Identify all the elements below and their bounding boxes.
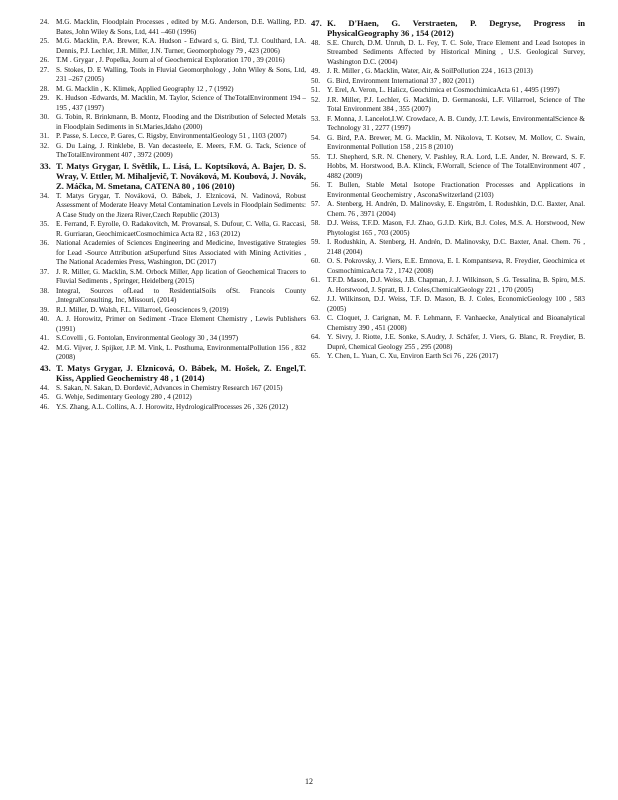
reference-number: 57. [311, 200, 320, 209]
reference-item [40, 94, 306, 113]
reference-number: 26. [40, 56, 49, 64]
reference-number: 24. [40, 18, 49, 26]
reference-text: M.G. Macklin, P.A. Brewer, K.A. Hudson - Edward s, G. Bird, T.J. Coulthard, I.A. Dennis, P.J. Lechler, J.R. Miller, J.N. Turner, Geomorphology 79 , 423 (2006) [56, 37, 306, 55]
reference-number: 61. [311, 276, 320, 285]
reference-number: 35. [40, 220, 49, 229]
reference-item [311, 67, 585, 77]
reference-number: 65. [311, 352, 320, 361]
reference-text: T. Matys Grygar, T. Nováková, O. Bábek, J. Elznicová, N. Vadinová, Robust Assessment of Moderate Heavy Metal Contamination Levels in Floodplain Sediments: A Case Study on the Jizera River,Czech Republic (2013) [56, 191, 306, 219]
reference-item [311, 77, 585, 87]
references-right-column [311, 18, 585, 362]
reference-text: I. Rodushkin, A. Stenberg, H. Andrén, D. Malinovsky, D.C. Baxter, Anal. Chem. 76 , 2148 (2004) [327, 238, 585, 256]
reference-text: A. Stenberg, H. Andrén, D. Malinovsky, E. Engström, I. Rodushkin, D.C. Baxter, Anal. Chem. 76 , 3971 (2004) [327, 200, 585, 218]
reference-number: 33. [40, 160, 51, 171]
reference-text: T. Bullen, Stable Metal Isotope Fractionation Processes and Applications in Environmental Geochemistry , AsconaSwitzerland (2103) [327, 181, 585, 199]
reference-text: T.J. Shepherd, S.R. N. Chenery, V. Pashley, R.A. Lord, L.E. Ander, N. Breward, S. F. Hobbs, M. Horstwood, B.A. Klinck, F.Worrall, Science of The TotalEnvironment 407 , 4882 (2009) [327, 152, 585, 180]
reference-text: G. Wehje, Sedimentary Geology 280 , 4 (2012) [56, 393, 192, 402]
reference-number: 50. [311, 76, 320, 85]
reference-text: Y.S. Zhang, A.L. Collins, A. J. Horowitz, HydrologicalProcesses 26 , 326 (2012) [56, 402, 289, 411]
reference-number: 36. [40, 239, 49, 248]
references-left-column [40, 18, 306, 412]
reference-text: K. Hudson -Edwards, M. Macklin, M. Taylor, Science of TheTotalEnvironment 194 –195 , 437 (1997) [56, 94, 306, 112]
reference-text: S.E. Church, D.M. Unruh, D. L. Fey, T. C. Sole, Trace Element and Lead Isotopes in Streambed Sediments Affected by Historical Mining , U.S. Geological Survey, Washington D.C. (2004) [327, 38, 585, 66]
reference-item [40, 66, 306, 85]
reference-number: 41. [40, 334, 49, 343]
reference-text: K. D'Haen, G. Verstraeten, P. Degryse, Progress in PhysicalGeography 36 , 154 (2012) [327, 18, 585, 39]
reference-item [40, 220, 306, 239]
reference-item [311, 295, 585, 314]
reference-number: 30. [40, 113, 49, 121]
reference-text: T. Matys Grygar, J. Elznicová, O. Bábek, M. Hošek, Z. Engel,T. Kiss, Applied Geochemistry 48 , 1 (2014) [56, 362, 306, 384]
reference-number: 60. [311, 257, 320, 266]
reference-item [40, 384, 306, 394]
reference-number: 55. [311, 152, 320, 161]
reference-number: 39. [40, 305, 49, 314]
reference-number: 45. [40, 393, 49, 402]
reference-number: 64. [311, 333, 320, 342]
reference-item [40, 56, 306, 66]
reference-item [40, 287, 306, 306]
reference-text: D.J. Weiss, T.F.D. Mason, F.J. Zhao, G.J.D. Kirk, B.J. Coles, M.S. A. Horstwood, New Phytologist 165 , 703 (2005) [327, 219, 585, 237]
reference-number: 47. [311, 18, 322, 28]
reference-item [40, 37, 306, 56]
reference-text: Y. Chen, L. Yuan, C. Xu, Environ Earth Sci 76 , 226 (2017) [327, 352, 499, 361]
reference-text: National Academies of Sciences Engineering and Medicine, Investigative Strategies for Lead -Source Attribution atSuperfund Sites Associated with Mining Activities , The National Academies Press, Washington, DC (2017) [56, 239, 306, 267]
reference-number: 34. [40, 191, 49, 200]
reference-item [311, 352, 585, 362]
reference-number: 48. [311, 38, 320, 47]
reference-text: Integral, Sources ofLead to ResidentialSoils ofSt. Francois County ,IntegralConsulting, Inc, Missouri, (2014) [56, 286, 306, 305]
reference-number: 28. [40, 84, 49, 93]
reference-item [311, 86, 585, 96]
reference-item [40, 113, 306, 132]
reference-item [40, 142, 306, 161]
reference-item [311, 238, 585, 257]
reference-item [40, 344, 306, 363]
reference-item [40, 85, 306, 95]
reference-text: S. Sakan, N. Sakan, D. Đorđević, Advances in Chemistry Research 167 (2015) [56, 383, 283, 392]
reference-text: T. Matys Grygar, I. Světlík, L. Lisá, L. Koptsíková, A. Bajer, D. S. Wray, V. Ettler, M. Mihaljevič, T. Nováková, M. Koubová, J. Novák, Z. Máčka, M. Smetana, CATENA 80 , 106 (2010) [56, 160, 306, 192]
reference-item [311, 18, 585, 39]
reference-item [311, 219, 585, 238]
reference-text: R.J. Miller, D. Walsh, F.L. Villarroel, Geosciences 9, (2019) [56, 305, 229, 314]
reference-text: M. G. Macklin , K. Klimek, Applied Geography 12 , 7 (1992) [56, 84, 234, 93]
reference-text: C. Cloquet, J. Carignan, M. F. Lehmann, F. Vanhaecke, Analytical and Bioanalytical Chemistry 390 , 451 (2008) [327, 314, 585, 332]
reference-item [311, 333, 585, 352]
reference-number: 31. [40, 132, 49, 140]
reference-item [40, 132, 306, 142]
reference-number: 46. [40, 402, 49, 411]
reference-number: 43. [40, 362, 51, 373]
reference-item [311, 96, 585, 115]
reference-text: S.Covelli , G. Fontolan, Environmental Geology 30 , 34 (1997) [56, 334, 239, 343]
reference-number: 49. [311, 67, 320, 76]
reference-number: 56. [311, 181, 320, 190]
reference-item [311, 134, 585, 153]
reference-number: 59. [311, 238, 320, 247]
reference-item [311, 200, 585, 219]
reference-number: 54. [311, 133, 320, 142]
reference-item [311, 314, 585, 333]
reference-item [40, 363, 306, 384]
reference-text: M.G. Macklin, Floodplain Processes , edited by M.G. Anderson, D.E. Walling, P.D. Bates, John Wiley & Sons, Ltd, 441 –460 (1996) [56, 18, 306, 36]
reference-number: 32. [40, 141, 49, 150]
reference-item [311, 39, 585, 68]
reference-item [311, 276, 585, 295]
reference-item [40, 315, 306, 334]
reference-text: J. R. Miller, G. Macklin, S.M. Orbock Miller, App lication of Geochemical Tracers to Fluvial Sediments , Springer, Heidelberg (2015) [56, 267, 306, 286]
reference-text: J. R. Miller , G. Macklin, Water, Air, & SoilPollution 224 , 1613 (2013) [327, 67, 533, 76]
reference-number: 37. [40, 267, 49, 276]
reference-item [40, 18, 306, 37]
reference-item [40, 403, 306, 413]
reference-text: A. J. Horowitz, Primer on Sediment -Trace Element Chemistry , Lewis Publishers (1991) [56, 315, 306, 333]
reference-item [40, 306, 306, 316]
reference-number: 25. [40, 37, 49, 45]
reference-item [40, 239, 306, 268]
reference-number: 29. [40, 94, 49, 102]
reference-item [311, 115, 585, 134]
reference-text: T.M . Grygar , J. Popelka, Journ al of Geochemical Exploration 170 , 39 (2016) [56, 56, 285, 64]
reference-item [40, 192, 306, 221]
reference-text: S. Stokes, D. E Walling, Tools in Fluvial Geomorphology , John Wiley & Sons, Ltd, 231 –267 (2005) [56, 65, 306, 83]
reference-number: 53. [311, 114, 320, 123]
reference-item [40, 334, 306, 344]
reference-text: F. Monna, J. Lancelot,I.W. Crowdace, A. B. Cundy, J.T. Lewis, EnvironmentalScience & Technology 31 , 2277 (1997) [327, 114, 585, 133]
reference-number: 51. [311, 86, 320, 95]
reference-text: Y. Erel, A. Veron, L. Halicz, Geochimica et CosmochimicaActa 61 , 4495 (1997) [327, 86, 560, 95]
reference-text: G. Tobin, R. Brinkmann, B. Montz, Flooding and the Distribution of Selected Metals in Floodplain Sediments in St.Maries,Idaho (2000) [56, 113, 306, 131]
reference-number: 52. [311, 95, 320, 104]
reference-item [311, 153, 585, 182]
reference-text: E. Ferrand, F. Eyrolle, O. Radakovitch, M. Provansal, S. Dufour, C. Vella, G. Raccasi, R. Gurriaran, GeochimicaetCosmochimica Acta 82 , 163 (2012) [56, 220, 306, 238]
reference-text: M.G. Vijver, J. Spijker, J.P. M. Vink, L. Posthuma, EnvironmentalPollution 156 , 832 (2008) [56, 343, 306, 362]
reference-number: 62. [311, 295, 320, 304]
reference-item [311, 257, 585, 276]
reference-number: 42. [40, 343, 49, 352]
page-number: 12 [305, 777, 313, 786]
reference-text: J.J. Wilkinson, D.J. Weiss, T.F. D. Mason, B. J. Coles, EconomicGeology 100 , 583 (2005) [327, 295, 585, 313]
reference-number: 44. [40, 383, 49, 392]
reference-number: 38. [40, 286, 49, 295]
reference-item [40, 161, 306, 192]
reference-number: 27. [40, 65, 49, 74]
reference-number: 40. [40, 315, 49, 324]
reference-item [40, 393, 306, 403]
reference-text: T.F.D. Mason, D.J. Weiss, J.B. Chapman, J. J. Wilkinson, S .G. Tessalina, B. Spiro, M.S. A. Horstwood, J. Spratt, B. J. Coles,ChemicalGeology 221 , 170 (2005) [327, 276, 585, 294]
reference-text: Y. Sivry, J. Riotte, J.E. Sonke, S.Audry, J. Schäfer, J. Viers, G. Blanc, R. Freydier, B. Dupré, Chemical Geology 255 , 295 (2008) [327, 333, 585, 351]
reference-text: J.R. Miller, P.J. Lechler, G. Macklin, D. Germanoski, L.F. Villarroel, Science of The Total Environment 384 , 355 (2007) [327, 95, 585, 114]
reference-item [311, 181, 585, 200]
reference-number: 58. [311, 219, 320, 228]
reference-item [40, 268, 306, 287]
reference-text: G. Bird, P.A. Brewer, M. G. Macklin, M. Nikolova, T. Kotsev, M. Mollov, C. Swain, Environmental Pollution 158 , 215 8 (2010) [327, 133, 585, 152]
reference-number: 63. [311, 314, 320, 323]
reference-text: G. Du Laing, J. Rinklebe, B. Van decasteele, E. Meers, F.M. G. Tack, Science of TheTotalEnvironment 407 , 3972 (2009) [56, 141, 306, 159]
reference-text: G. Bird, Environment International 37 , 802 (2011) [327, 76, 475, 85]
reference-text: O. S. Pokrovsky, J. Viers, E.E. Emnova, E. I. Kompantseva, R. Freydier, Geochimica et CosmochimicaActa 72 , 1742 (2008) [327, 257, 585, 275]
reference-text: P. Passe, S. Lecce, P. Gares, C. Rigsby, EnvironmentalGeology 51 , 1103 (2007) [56, 132, 287, 140]
